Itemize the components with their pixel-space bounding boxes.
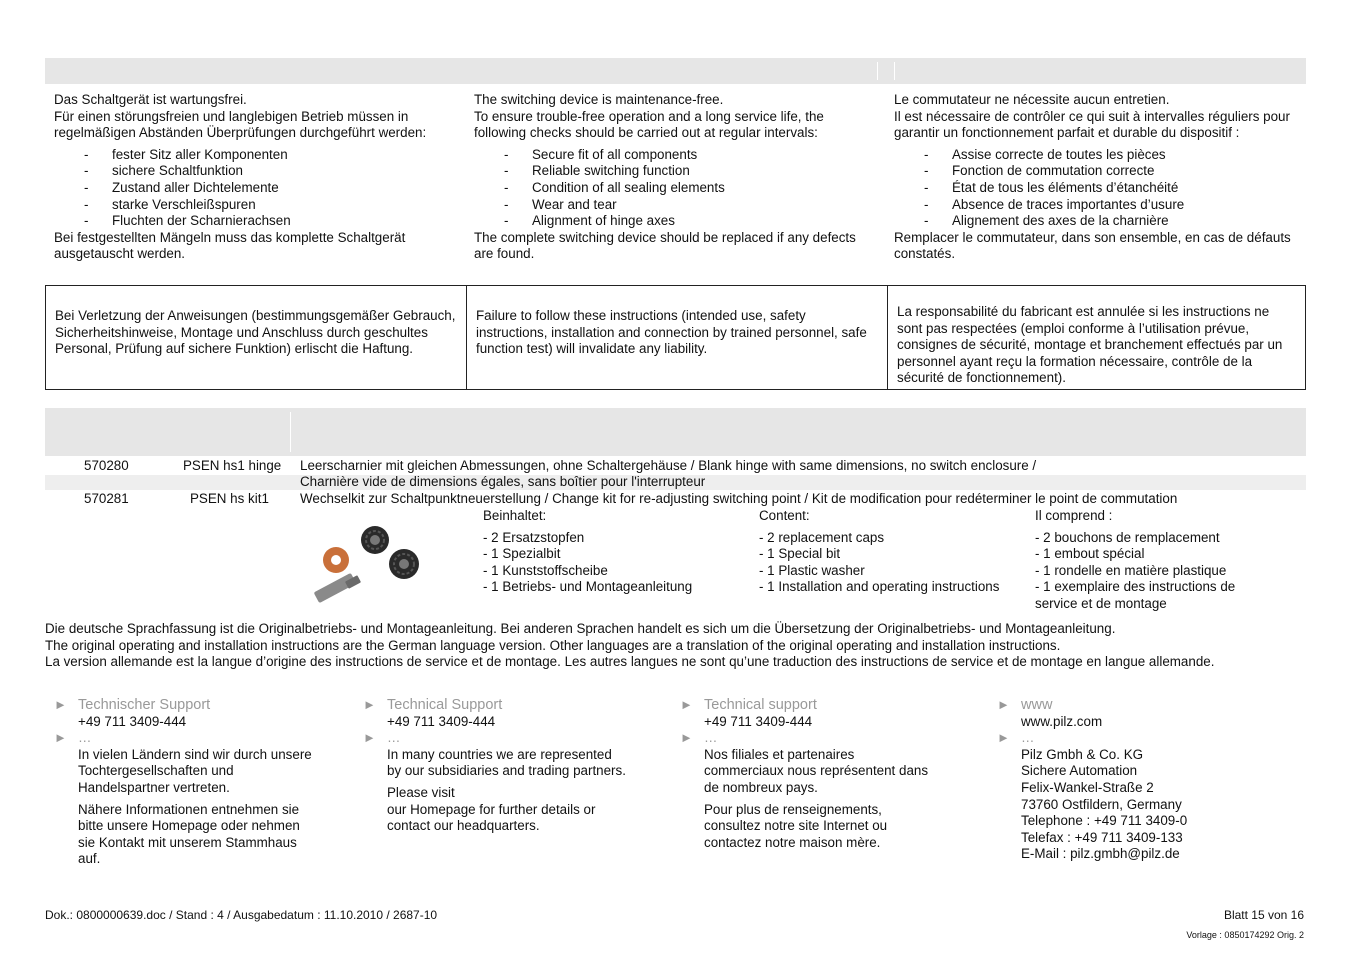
address-line: Sichere Automation <box>1021 763 1138 779</box>
kit-contents-title: Content: <box>759 508 810 523</box>
support-text: In vielen Ländern sind wir durch unsere Tochtergesellschaften und Handelspartner vertreten. <box>78 746 312 795</box>
support-phone: +49 711 3409-444 <box>704 713 813 729</box>
header-separator <box>894 62 895 80</box>
support-heading: www <box>1021 697 1053 713</box>
support-text: Pour plus de renseignements, consultez notre site Internet ou contactez notre maison mère. <box>704 801 888 850</box>
support-heading: Technical support <box>704 697 817 713</box>
accessory-description: Charnière vide de dimensions égales, sans boîtier pour l'interrupteur <box>300 474 706 489</box>
list-item: service et de montage <box>1035 595 1167 611</box>
maintenance-intro: The switching device is maintenance-free. <box>474 92 724 107</box>
liability-box <box>45 285 1306 390</box>
list-item: - État de tous les éléments d’étanchéité <box>894 180 1298 197</box>
maintenance-intro2: Il est nécessaire de contrôler ce qui suit à intervalles réguliers pour garantir un fonctionnement parfait et durable du dispositif : <box>894 108 1290 141</box>
list-item: - fester Sitz aller Komponenten <box>54 147 462 164</box>
maintenance-checklist <box>474 147 874 230</box>
maintenance-intro: Le commutateur ne nécessite aucun entretien. <box>894 92 1170 107</box>
accessories-header-bar <box>45 408 1306 456</box>
support-phone: +49 711 3409-444 <box>78 713 187 729</box>
language-note <box>45 621 1245 671</box>
list-item: - Wear and tear <box>474 197 874 214</box>
list-item: - 1 Special bit <box>759 546 841 562</box>
kit-contents-fr <box>1035 508 1235 613</box>
support-heading: Technical Support <box>387 697 503 713</box>
list-item: - 2 replacement caps <box>759 529 885 545</box>
list-item: - Alignment of hinge axes <box>474 213 874 230</box>
arrow-right-icon: ► <box>363 730 376 746</box>
list-item: - 2 bouchons de remplacement <box>1035 529 1220 545</box>
support-text: Please visit <box>387 784 455 800</box>
ellipsis: … <box>78 730 92 746</box>
email-link[interactable]: E-Mail : pilz.gmbh@pilz.de <box>1021 846 1180 862</box>
accessory-description: Wechselkit zur Schaltpunktneuerstellung / Change kit for re-adjusting switching point / Kit de modification pour redéterminer le point de commutation <box>300 491 1178 506</box>
document-info: Dok.: 0800000639.doc / Stand : 4 / Ausgabedatum : 11.10.2010 / 2687-10 <box>45 908 438 922</box>
list-item: - Fonction de commutation correcte <box>894 163 1298 180</box>
maintenance-outro: The complete switching device should be replaced if any defects are found. <box>474 229 856 262</box>
list-item: - Zustand aller Dichtelemente <box>54 180 462 197</box>
list-item: - 1 rondelle en matière plastique <box>1035 562 1227 578</box>
maintenance-fr <box>894 92 1298 263</box>
kit-contents-title: Il comprend : <box>1035 508 1113 523</box>
list-item: - 1 Installation and operating instructions <box>759 579 1000 595</box>
arrow-right-icon: ► <box>54 697 67 712</box>
special-bit-icon <box>314 573 361 603</box>
list-item: - Alignement des axes de la charnière <box>894 213 1298 230</box>
maintenance-intro: Das Schaltgerät ist wartungsfrei. <box>54 92 247 107</box>
kit-contents-en <box>759 508 999 596</box>
list-item: - Fluchten der Scharnierachsen <box>54 213 462 230</box>
support-fr <box>680 697 929 851</box>
list-item: - Reliable switching function <box>474 163 874 180</box>
address-line: Felix-Wankel-Straße 2 <box>1021 779 1154 795</box>
language-note-en: The original operating and installation instructions are the German language version. Other languages are a translation of the original operating and installation instructions. <box>45 637 1061 653</box>
list-item: - 1 Betriebs- und Montageanleitung <box>483 579 693 595</box>
list-item: - Condition of all sealing elements <box>474 180 874 197</box>
support-text: In many countries we are represented by our subsidiaries and trading partners. <box>387 746 626 779</box>
arrow-right-icon: ► <box>363 697 376 712</box>
arrow-right-icon: ► <box>680 697 693 712</box>
list-item: - 1 exemplaire des instructions de <box>1035 579 1236 595</box>
ellipsis: … <box>1021 730 1035 746</box>
maintenance-checklist <box>894 147 1298 230</box>
liability-fr: La responsabilité du fabricant est annulée si les instructions ne sont pas respectées (emploi conforme à l’utilisation prévue, consignes de sécurité, montage et branchement effectués par un personnel ayant reçu la formation nécessaire, contrôle de la sécurité de fonctionnement). <box>887 286 1307 389</box>
kit-contents-de <box>483 508 692 596</box>
maintenance-de <box>54 92 462 263</box>
support-text: Nähere Informationen entnehmen sie bitte unsere Homepage oder nehmen sie Kontakt mit unserem Stammhaus auf. <box>78 801 300 867</box>
accessory-type: PSEN hs1 hinge <box>183 458 282 473</box>
maintenance-intro2: To ensure trouble-free operation and a long service life, the following checks should be carried out at regular intervals: <box>474 108 824 141</box>
support-text: Nos filiales et partenaires commerciaux nous représentent dans de nombreux pays. <box>704 746 929 795</box>
address-line: Telefax : +49 711 3409-133 <box>1021 829 1183 845</box>
arrow-right-icon: ► <box>997 697 1010 712</box>
maintenance-intro2: Für einen störungsfreien und langlebigen Betrieb müssen in regelmäßigen Abständen Überprüfungen durchgeführt werden: <box>54 108 427 141</box>
address-line: Telephone : +49 711 3409-0 <box>1021 813 1188 829</box>
website-link[interactable]: www.pilz.com <box>1021 713 1103 729</box>
list-item: - 1 Kunststoffscheibe <box>483 562 608 578</box>
language-note-fr: La version allemande est la langue d’origine des instructions de service et de montage. Les autres langues ne sont qu’une traduction des instructions de service et de montage en langue allemande. <box>45 654 1215 670</box>
support-text: our Homepage for further details or contact our headquarters. <box>387 801 596 834</box>
header-separator <box>290 412 291 452</box>
list-item: - Absence de traces importantes d’usure <box>894 197 1298 214</box>
ellipsis: … <box>704 730 718 746</box>
liability-de: Bei Verletzung der Anweisungen (bestimmungsgemäßer Gebrauch, Sicherheitshinweise, Montage und Anschluss durch geschultes Personal, Prüfung auf sichere Funktion) erlischt die Haftung. <box>55 308 456 357</box>
replacement-cap-icon <box>389 549 419 579</box>
support-heading: Technischer Support <box>78 697 211 713</box>
list-item: - 2 Ersatzstopfen <box>483 529 585 545</box>
accessory-number: 570280 <box>84 458 129 473</box>
ellipsis: … <box>387 730 401 746</box>
maintenance-checklist <box>54 147 462 230</box>
liability-en: Failure to follow these instructions (intended use, safety instructions, installation and connection by trained personnel, safe function test) will invalidate any liability. <box>466 286 887 389</box>
kit-parts-image <box>300 518 430 610</box>
replacement-cap-icon <box>361 526 389 554</box>
language-note-de: Die deutsche Sprachfassung ist die Originalbetriebs- und Montageanleitung. Bei anderen Sprachen handelt es sich um die Übersetzung der Originalbetriebs- und Montageanleitung. <box>45 621 1116 636</box>
list-item: - 1 Spezialbit <box>483 546 561 562</box>
maintenance-en <box>474 92 874 263</box>
plastic-washer-icon <box>323 547 349 573</box>
support-en <box>363 697 627 835</box>
accessory-description: Leerscharnier mit gleichen Abmessungen, ohne Schaltergehäuse / Blank hinge with same dimensions, no switch enclosure / <box>300 458 1037 473</box>
accessory-number: 570281 <box>84 491 129 506</box>
support-www <box>997 697 1261 863</box>
address-line: 73760 Ostfildern, Germany <box>1021 796 1182 812</box>
accessory-type: PSEN hs kit1 <box>190 491 269 506</box>
maintenance-outro: Bei festgestellten Mängeln muss das komplette Schaltgerät ausgetauscht werden. <box>54 229 406 262</box>
page-number: Blatt 15 von 16 <box>1223 908 1304 922</box>
arrow-right-icon: ► <box>54 730 67 746</box>
arrow-right-icon: ► <box>997 730 1010 746</box>
list-item: - 1 Plastic washer <box>759 562 865 578</box>
kit-contents-title: Beinhaltet: <box>483 508 547 523</box>
maintenance-header-bar <box>45 58 1306 84</box>
list-item: - 1 embout spécial <box>1035 546 1145 562</box>
maintenance-outro: Remplacer le commutateur, dans son ensemble, en cas de défauts constatés. <box>894 229 1291 262</box>
list-item: - starke Verschleißspuren <box>54 197 462 214</box>
support-de <box>54 697 318 868</box>
address-line: Pilz Gmbh & Co. KG <box>1021 746 1144 762</box>
list-item: - sichere Schaltfunktion <box>54 163 462 180</box>
template-info: Vorlage : 0850174292 Orig. 2 <box>1186 930 1304 940</box>
support-phone: +49 711 3409-444 <box>387 713 496 729</box>
arrow-right-icon: ► <box>680 730 693 746</box>
header-separator <box>877 62 878 80</box>
list-item: - Assise correcte de toutes les pièces <box>894 147 1298 164</box>
list-item: - Secure fit of all components <box>474 147 874 164</box>
